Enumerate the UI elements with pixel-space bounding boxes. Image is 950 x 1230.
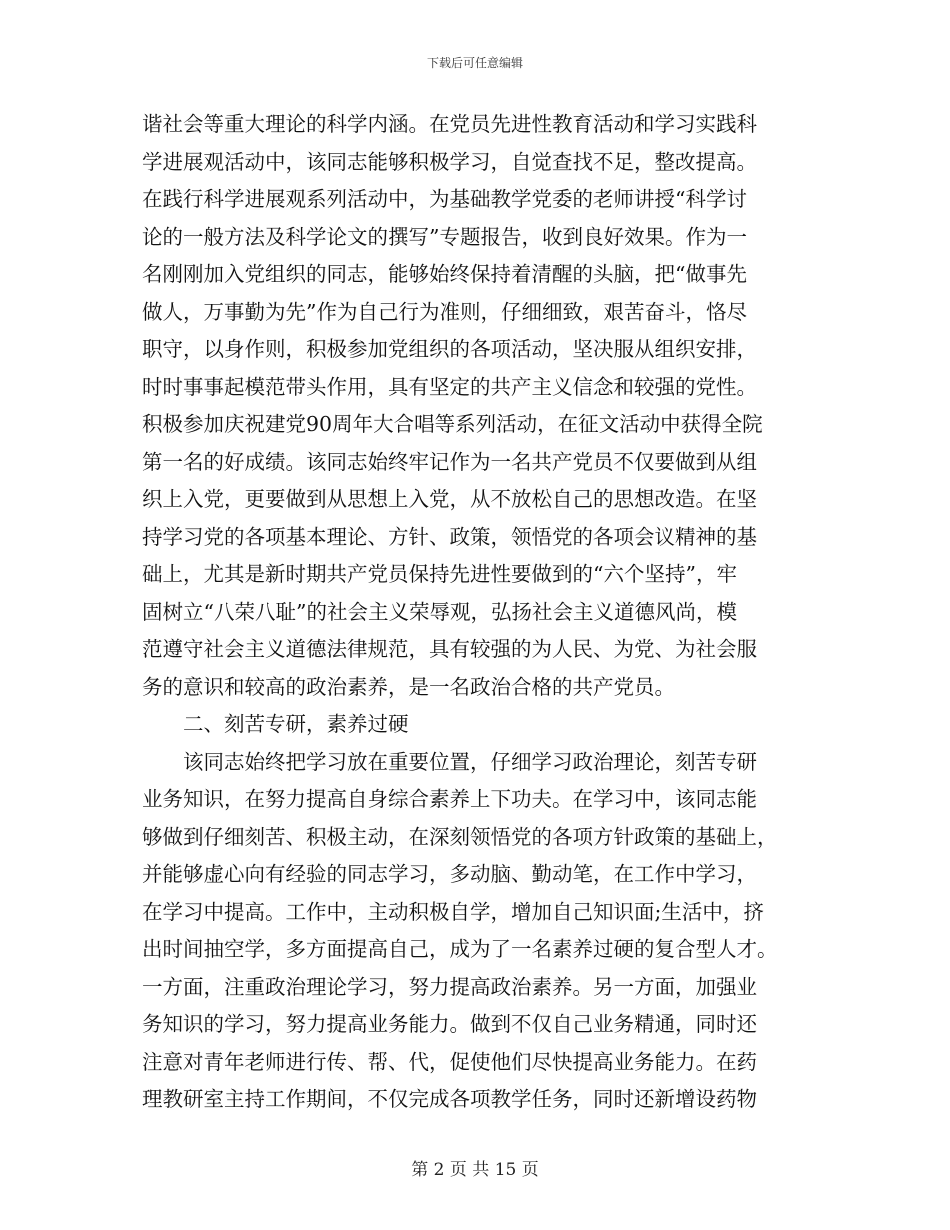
- text-line: 在学习中提高。工作中，主动积极自学，增加自己知识面;生活中，挤: [142, 899, 764, 924]
- text-line: 该同志始终把学习放在重要位置，仔细学习政治理论，刻苦专研: [142, 749, 757, 774]
- text-line: 础上，尤其是新时期共产党员保持先进性要做到的“六个坚持”，牢: [142, 562, 737, 586]
- text-line: 第一名的好成绩。该同志始终牢记作为一名共产党员不仅要做到从组: [142, 449, 757, 474]
- text-line: 在践行科学进展观系列活动中，为基础教学党委的老师讲授“科学讨: [142, 187, 747, 211]
- text-line: 出时间抽空学，多方面提高自己，成为了一名素养过硬的复合型人才。: [142, 937, 778, 961]
- text-line: 织上入党，更要做到从思想上入党，从不放松自己的思想改造。在坚: [142, 487, 757, 511]
- text-line: 持学习党的各项基本理论、方针、政策，领悟党的各项会议精神的基: [142, 524, 757, 549]
- text-line: 范遵守社会主义道德法律规范，具有较强的为人民、为党、为社会服: [142, 637, 757, 661]
- text-line: 职守，以身作则，积极参加党组织的各项活动，坚决服从组织安排，: [142, 337, 757, 361]
- text-line: 做人，万事勤为先”作为自己行为准则，仔细细致，艰苦奋斗，恪尽: [142, 299, 747, 324]
- text-line: 够做到仔细刻苦、积极主动，在深刻领悟党的各项方针政策的基础上，: [142, 824, 778, 849]
- document-body: [142, 106, 822, 1119]
- text-line: 论的一般方法及科学论文的撰写”专题报告，收到良好效果。作为一: [142, 224, 747, 249]
- page-header: 下载后可任意编辑: [426, 56, 523, 70]
- text-line: 理教研室主持工作期间，不仅完成各项教学任务，同时还新增设药物: [142, 1087, 757, 1111]
- text-line: 学进展观活动中，该同志能够积极学习，自觉查找不足，整改提高。: [142, 149, 757, 174]
- text-line: 名刚刚加入党组织的同志，能够始终保持着清醒的头脑，把“做事先: [142, 262, 747, 286]
- text-line: 谐社会等重大理论的科学内涵。在党员先进性教育活动和学习实践科: [142, 112, 757, 136]
- text-line: 注意对青年老师进行传、帮、代，促使他们尽快提高业务能力。在药: [142, 1049, 757, 1074]
- page-number: 第 2 页 共 15 页: [411, 1160, 539, 1180]
- section-heading: 二、刻苦专研，素养过硬: [142, 712, 409, 736]
- text-line: 并能够虚心向有经验的同志学习，多动脑、勤动笔，在工作中学习，: [142, 862, 757, 886]
- text-line: 务知识的学习，努力提高业务能力。做到不仅自己业务精通，同时还: [142, 1012, 757, 1036]
- text-line: 积极参加庆祝建党90周年大合唱等系列活动，在征文活动中获得全院: [142, 412, 763, 436]
- text-line: 业务知识，在努力提高自身综合素养上下功夫。在学习中，该同志能: [142, 787, 757, 811]
- text-line: 一方面，注重政治理论学习，努力提高政治素养。另一方面，加强业: [142, 974, 757, 999]
- text-line: 时时事事起模范带头作用，具有坚定的共产主义信念和较强的党性。: [142, 374, 757, 399]
- text-line: 固树立“八荣八耻”的社会主义荣辱观，弘扬社会主义道德风尚，模: [142, 599, 737, 624]
- text-line: 务的意识和较高的政治素养，是一名政治合格的共产党员。: [142, 674, 675, 699]
